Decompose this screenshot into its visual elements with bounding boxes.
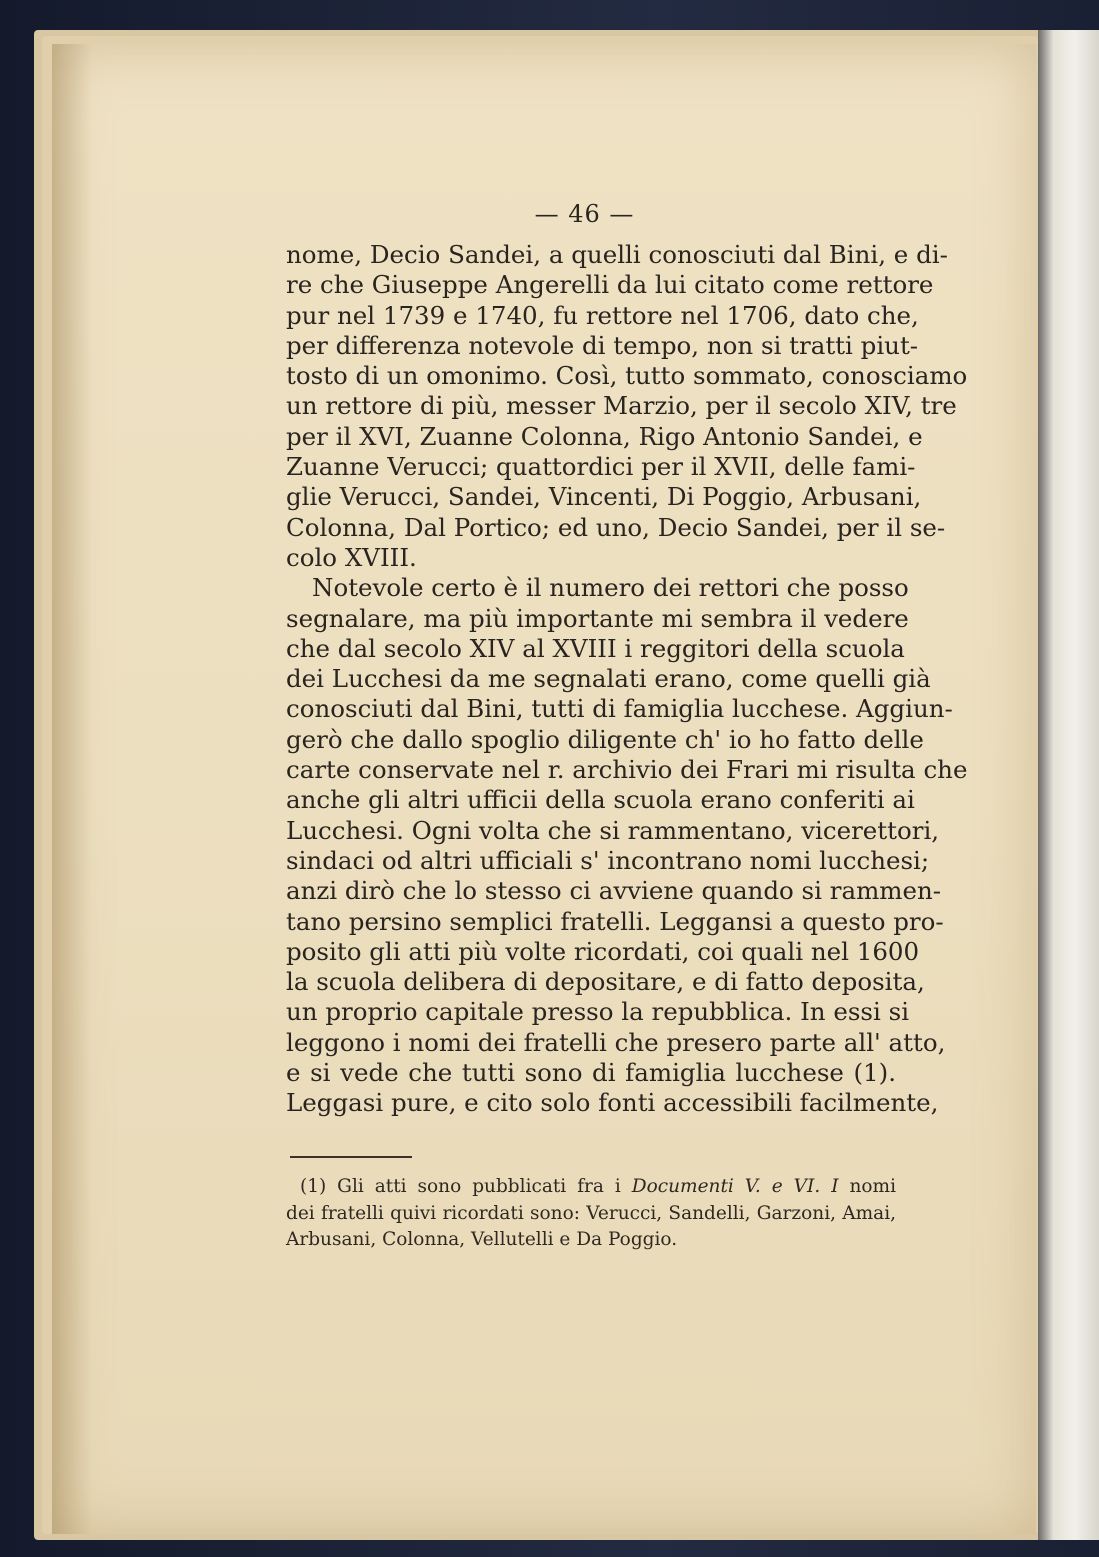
footnote-divider: [290, 1156, 412, 1158]
footnote: [286, 1174, 896, 1254]
text-line: posito gli atti più volte ricordati, coi quali nel 1600: [286, 936, 920, 966]
text-line: per il XVI, Zuanne Colonna, Rigo Antonio Sandei, e: [286, 421, 923, 451]
text-line: re che Giuseppe Angerelli da lui citato come rettore: [286, 270, 934, 300]
text-line: tano persino semplici fratelli. Leggansi a questo pro-: [286, 906, 944, 936]
text-line: anche gli altri ufficii della scuola erano conferiti ai: [286, 785, 915, 815]
footnote-line: [286, 1174, 896, 1201]
text-line: leggono i nomi dei fratelli che presero parte all' atto,: [286, 1027, 946, 1057]
text-line: glie Verucci, Sandei, Vincenti, Di Poggio, Arbusani,: [286, 482, 922, 512]
text-line: gerò che dallo spoglio diligente ch' io ho fatto delle: [286, 724, 924, 754]
text-line: un proprio capitale presso la repubblica. In essi si: [286, 997, 910, 1027]
body-text: [286, 240, 968, 1119]
text-line: carte conservate nel r. archivio dei Frari mi risulta che: [286, 755, 968, 785]
text-line: la scuola delibera di depositare, e di fatto deposita,: [286, 967, 925, 997]
text-line: Zuanne Verucci; quattordici per il XVII, delle fami-: [286, 452, 916, 482]
footnote-line: Arbusani, Colonna, Vellutelli e Da Poggio.: [286, 1229, 678, 1250]
text-line: Leggasi pure, e cito solo fonti accessibili facilmente,: [286, 1088, 939, 1118]
text-line: un rettore di più, messer Marzio, per il secolo XIV, tre: [286, 391, 957, 421]
text-line: conosciuti dal Bini, tutti di famiglia lucchese. Aggiun-: [286, 694, 953, 724]
paragraph-start-line: Notevole certo è il numero dei rettori che posso: [312, 573, 909, 603]
footnote-italic-ref: Documenti V. e VI. I: [631, 1176, 839, 1197]
footnote-line: dei fratelli quivi ricordati sono: Verucci, Sandelli, Garzoni, Amai,: [286, 1202, 896, 1224]
facing-page-edge: [1038, 30, 1099, 1540]
page-number: — 46 —: [534, 200, 635, 228]
text-line: Lucchesi. Ogni volta che si rammentano, vicerettori,: [286, 815, 940, 845]
text-line: tosto di un omonimo. Così, tutto sommato, conosciamo: [286, 361, 968, 391]
text-line: segnalare, ma più importante mi sembra il vedere: [286, 603, 909, 633]
footnote-text: (1) Gli atti sono pubblicati fra i: [300, 1176, 621, 1197]
text-line: anzi dirò che lo stesso ci avviene quando si rammen-: [286, 876, 942, 906]
text-line: Colonna, Dal Portico; ed uno, Decio Sandei, per il se-: [286, 512, 946, 542]
text-line: pur nel 1739 e 1740, fu rettore nel 1706, dato che,: [286, 300, 919, 330]
footnote-text: nomi: [849, 1176, 896, 1197]
text-line: dei Lucchesi da me segnalati erano, come quelli già: [286, 664, 931, 694]
text-line: e si vede che tutti sono di famiglia lucchese (1).: [286, 1058, 896, 1088]
text-line: sindaci od altri ufficiali s' incontrano nomi lucchesi;: [286, 845, 930, 875]
text-line: che dal secolo XIV al XVIII i reggitori della scuola: [286, 633, 905, 663]
text-line: colo XVIII.: [286, 542, 417, 572]
text-line: nome, Decio Sandei, a quelli conosciuti dal Bini, e di-: [286, 240, 948, 269]
text-line: per differenza notevole di tempo, non si tratti piut-: [286, 330, 919, 360]
